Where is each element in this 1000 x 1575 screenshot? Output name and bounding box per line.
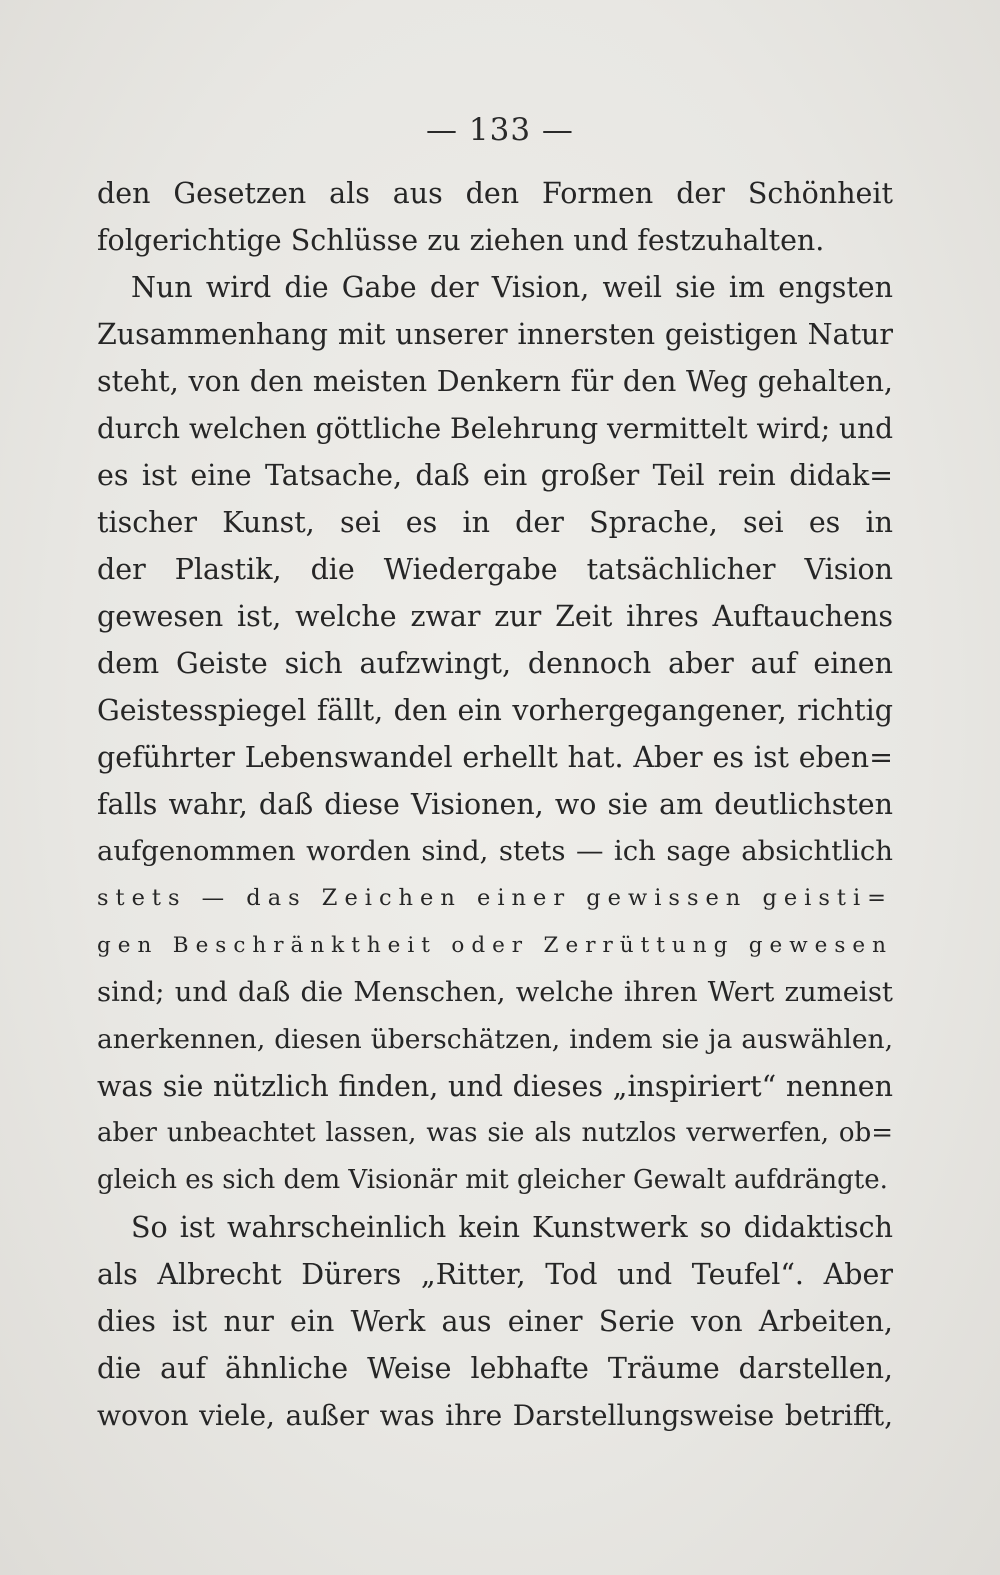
text-line: es ist eine Tatsache, daß ein großer Teil rein didak= (97, 459, 893, 492)
text-line: gewesen ist, welche zwar zur Zeit ihres Auftauchens (97, 600, 893, 633)
page-number: — 133 — (426, 112, 574, 148)
text-line: aufgenommen worden sind, stets — ich sage absichtlich (97, 835, 893, 867)
text-line: stets — das Zeichen einer gewissen geisti= (97, 885, 893, 911)
text-line: tischer Kunst, sei es in der Sprache, sei es in (97, 506, 893, 539)
text-line: Geistesspiegel fällt, den ein vorhergegangener, richtig (97, 694, 893, 727)
text-line: dem Geiste sich aufzwingt, dennoch aber auf einen (97, 647, 893, 680)
text-line: steht, von den meisten Denkern für den Weg gehalten, (97, 365, 893, 398)
text-line: aber unbeachtet lassen, was sie als nutzlos verwerfen, ob= (97, 1118, 893, 1148)
text-line: folgerichtige Schlüsse zu ziehen und festzuhalten. (97, 224, 825, 257)
text-line: gleich es sich dem Visionär mit gleicher Gewalt aufdrängte. (97, 1165, 888, 1195)
text-line: Nun wird die Gabe der Vision, weil sie im engsten (131, 271, 893, 304)
text-line: die auf ähnliche Weise lebhafte Träume darstellen, (97, 1352, 893, 1385)
text-line: falls wahr, daß diese Visionen, wo sie am deutlichsten (97, 788, 893, 821)
text-line: wovon viele, außer was ihre Darstellungsweise betrifft, (97, 1399, 893, 1432)
text-line: durch welchen göttliche Belehrung vermittelt wird; und (97, 412, 893, 445)
text-line: als Albrecht Dürers „Ritter, Tod und Teufel“. Aber (97, 1258, 893, 1291)
text-line: was sie nützlich finden, und dieses „inspiriert“ nennen (97, 1070, 893, 1103)
text-line: dies ist nur ein Werk aus einer Serie von Arbeiten, (97, 1305, 893, 1338)
text-line: gen Beschränktheit oder Zerrüttung gewesen (97, 933, 893, 958)
text-line: der Plastik, die Wiedergabe tatsächlicher Vision (97, 553, 893, 586)
text-line: geführter Lebenswandel erhellt hat. Aber es ist eben= (97, 741, 893, 774)
text-line: So ist wahrscheinlich kein Kunstwerk so didaktisch (131, 1211, 893, 1244)
text-line: den Gesetzen als aus den Formen der Schönheit (97, 177, 893, 210)
body-text (97, 170, 893, 1439)
text-line: Zusammenhang mit unserer innersten geistigen Natur (97, 318, 893, 351)
text-line: anerkennen, diesen überschätzen, indem sie ja auswählen, (97, 1024, 893, 1055)
text-line: sind; und daß die Menschen, welche ihren Wert zumeist (97, 976, 893, 1008)
